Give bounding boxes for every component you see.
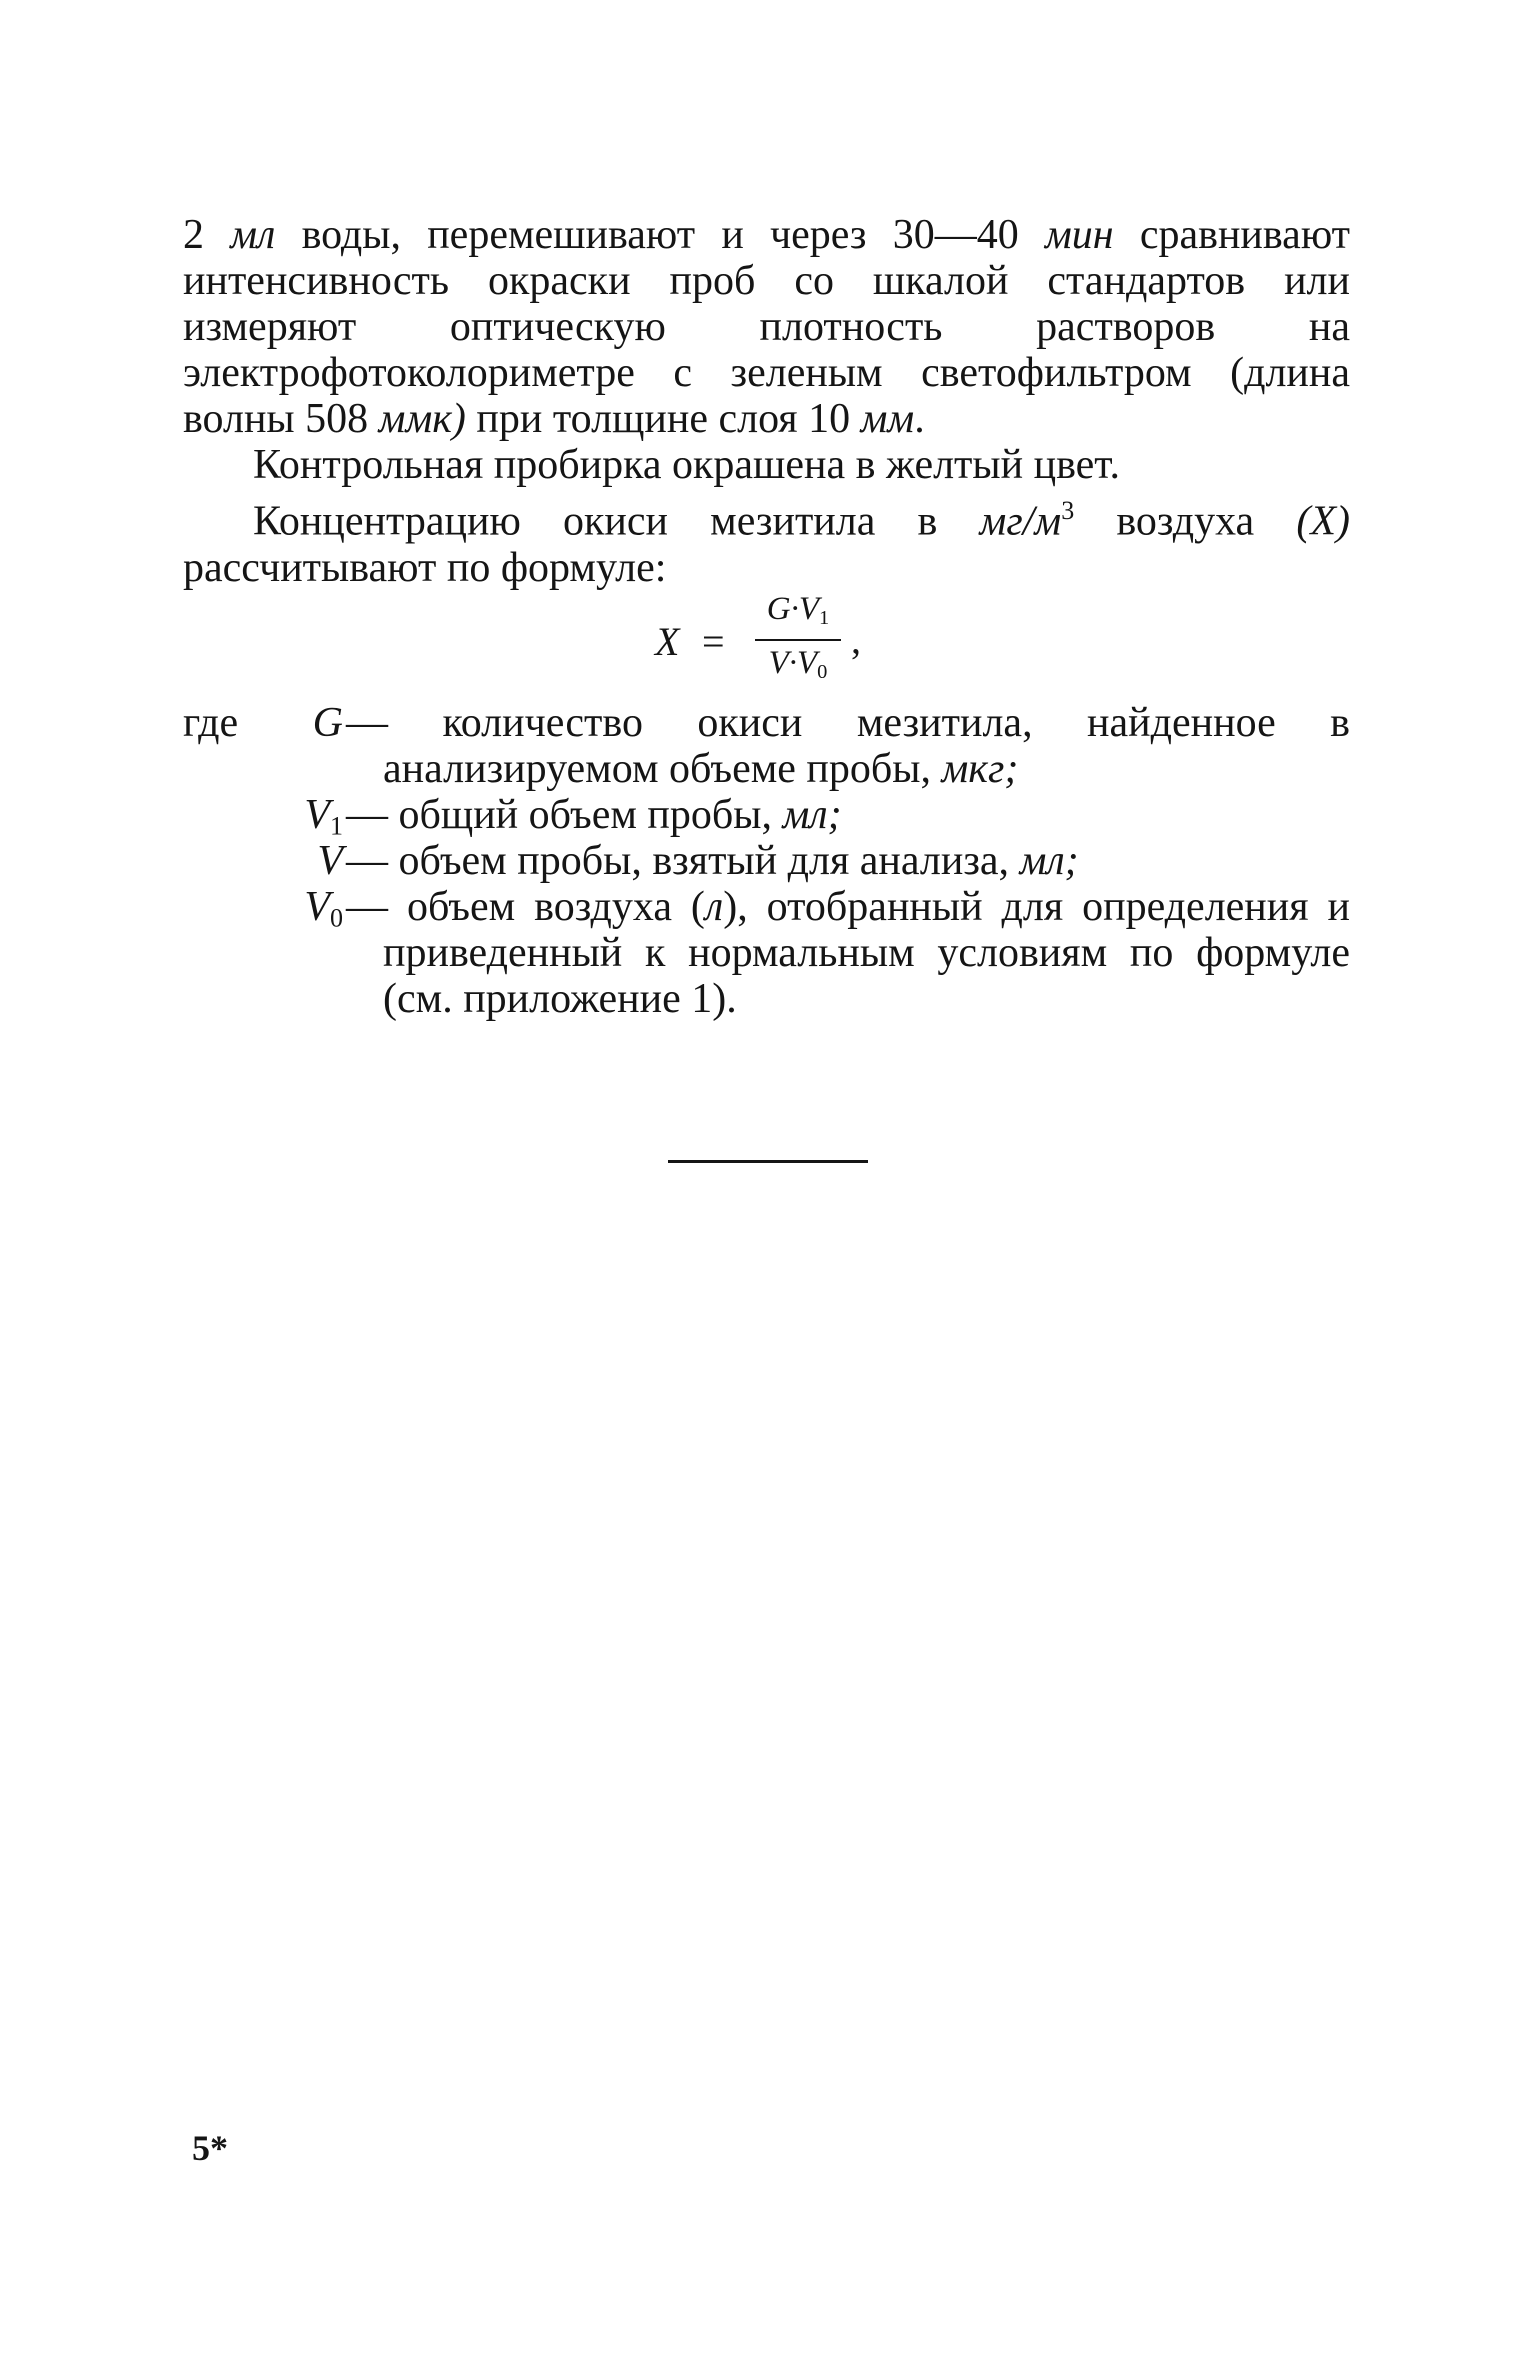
symbol-letter: V bbox=[304, 792, 330, 838]
where-label: где bbox=[183, 700, 239, 746]
unit-mg-m3: мг/м bbox=[979, 498, 1062, 545]
unit-exponent: 3 bbox=[1061, 496, 1075, 525]
page-number: 5* bbox=[192, 2128, 228, 2168]
unit-ml: мл; bbox=[782, 792, 842, 838]
variable-definitions bbox=[183, 700, 1350, 1022]
formula-lhs: X bbox=[655, 619, 680, 664]
text-run: рассчитывают по формуле: bbox=[183, 544, 667, 591]
definition-row bbox=[183, 700, 1350, 792]
definition-row bbox=[183, 838, 1350, 884]
paragraph-concentration bbox=[183, 488, 1350, 591]
denominator-subscript: 0 bbox=[817, 661, 828, 684]
variable-x: (X) bbox=[1296, 498, 1350, 545]
definition-symbol bbox=[273, 700, 343, 758]
text-run: сравнивают интенсивность окраски проб со шкалой стандартов или измеряют оптическую плотность растворов на электрофотоколориметре с зеленым светофильтром (длина волны 508 bbox=[183, 212, 1350, 442]
text-run: воздуха bbox=[1074, 498, 1297, 545]
symbol-subscript: 1 bbox=[329, 811, 343, 841]
text-run: . bbox=[914, 396, 925, 442]
text-run: 2 bbox=[183, 212, 231, 258]
symbol-letter: V bbox=[304, 884, 330, 930]
unit-mmk: ммк) bbox=[378, 396, 466, 442]
definition-text bbox=[346, 700, 1350, 792]
numerator-subscript: 1 bbox=[819, 607, 830, 630]
text-run: Концентрацию окиси мезитила в bbox=[253, 498, 980, 545]
text-run: — объем пробы, взятый для анализа, bbox=[346, 838, 1020, 884]
body-text bbox=[183, 212, 1350, 591]
unit-ml: мл; bbox=[1019, 838, 1079, 884]
denominator-text: V·V bbox=[768, 645, 818, 682]
text-run: — количество окиси мезитила, найденное в анализируемом объеме пробы, bbox=[346, 700, 1350, 792]
section-divider bbox=[668, 1160, 868, 1163]
formula-numerator bbox=[755, 590, 841, 637]
formula-fraction bbox=[755, 590, 841, 691]
paragraph-control-tube: Контрольная пробирка окрашена в желтый цвет. bbox=[253, 442, 1120, 488]
formula-equals: = bbox=[702, 619, 725, 664]
formula bbox=[655, 590, 915, 700]
symbol-letter: G bbox=[312, 700, 343, 746]
symbol-letter: V bbox=[317, 838, 343, 884]
unit-mkg: мкг; bbox=[941, 746, 1019, 792]
unit-l: л bbox=[704, 884, 724, 930]
definition-row bbox=[183, 884, 1350, 1022]
text-run: ), отобранный для определения и приведенный к нормальным условиям по формуле (см. приложение 1). bbox=[383, 884, 1350, 1022]
definition-row bbox=[183, 792, 1350, 841]
definition-text bbox=[346, 884, 1350, 1022]
unit-ml: мл bbox=[230, 212, 276, 258]
definition-text bbox=[346, 792, 1350, 838]
paragraph-procedure bbox=[183, 212, 1350, 442]
fraction-bar bbox=[755, 639, 841, 641]
symbol-subscript: 0 bbox=[329, 903, 343, 933]
unit-mm: мм bbox=[860, 396, 915, 442]
formula-comma: , bbox=[851, 617, 861, 662]
text-run: воды, перемешивают и через 30—40 bbox=[275, 212, 1045, 258]
definition-text bbox=[346, 838, 1350, 884]
text-run: — общий объем пробы, bbox=[346, 792, 783, 838]
definition-symbol bbox=[273, 884, 343, 942]
text-run: при толщине слоя 10 bbox=[465, 396, 861, 442]
unit-min: мин bbox=[1044, 212, 1114, 258]
text-run: — объем воздуха ( bbox=[346, 884, 705, 930]
numerator-text: G·V bbox=[766, 591, 820, 627]
formula-denominator bbox=[755, 644, 841, 691]
